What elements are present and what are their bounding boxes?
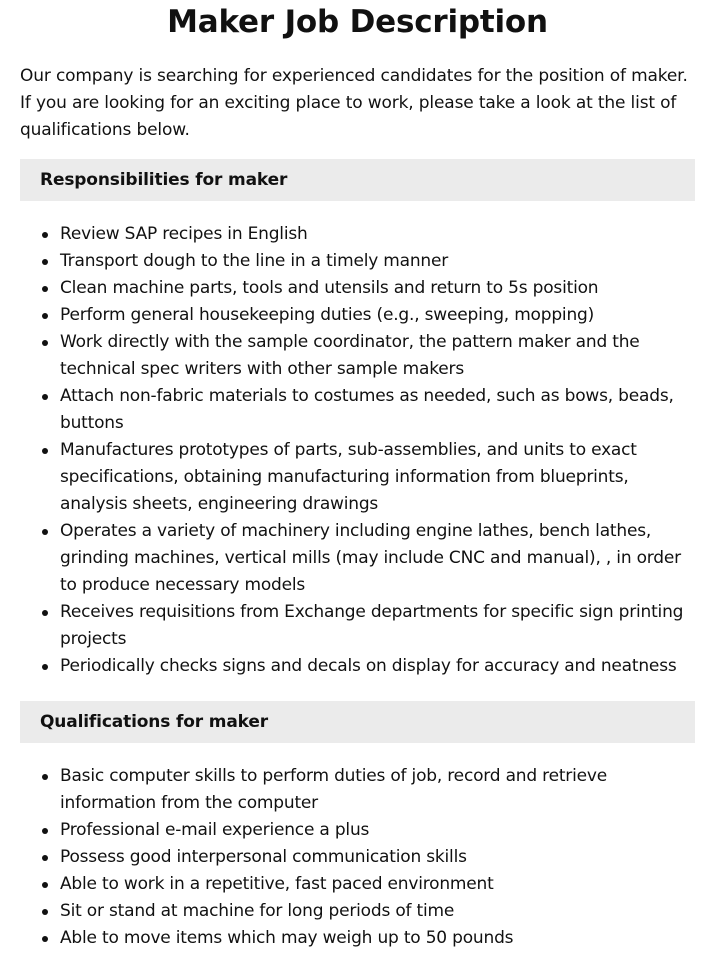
qualifications-list <box>20 763 695 952</box>
list-item: Sit or stand at machine for long periods of time <box>60 898 695 925</box>
list-item: Periodically checks signs and decals on display for accuracy and neatness <box>60 653 695 680</box>
list-item: Able to work in a repetitive, fast paced environment <box>60 871 695 898</box>
page-title: Maker Job Description <box>167 4 548 40</box>
list-item: Operates a variety of machinery including engine lathes, bench lathes, grinding machines, vertical mills (may include CNC and manual), , in order to produce necessary models <box>60 518 695 599</box>
list-item: Professional e-mail experience a plus <box>60 817 695 844</box>
list-item: Perform general housekeeping duties (e.g., sweeping, mopping) <box>60 302 695 329</box>
qualifications-heading: Qualifications for maker <box>20 701 695 743</box>
list-item: Possess good interpersonal communication skills <box>60 844 695 871</box>
intro-paragraph: Our company is searching for experienced candidates for the position of maker. If you are looking for an exciting place to work, please take a look at the list of qualifications below. <box>20 66 688 140</box>
list-item: Receives requisitions from Exchange departments for specific sign printing projects <box>60 599 695 653</box>
responsibilities-list <box>20 221 695 680</box>
list-item: Review SAP recipes in English <box>60 221 695 248</box>
list-item: Transport dough to the line in a timely manner <box>60 248 695 275</box>
responsibilities-heading: Responsibilities for maker <box>20 159 695 201</box>
list-item: Clean machine parts, tools and utensils and return to 5s position <box>60 275 695 302</box>
list-item: Work directly with the sample coordinator, the pattern maker and the technical spec writers with other sample makers <box>60 329 695 383</box>
list-item: Attach non-fabric materials to costumes as needed, such as bows, beads, buttons <box>60 383 695 437</box>
list-item: Able to move items which may weigh up to 50 pounds <box>60 925 695 952</box>
list-item: Manufactures prototypes of parts, sub-assemblies, and units to exact specifications, obtaining manufacturing information from blueprints, analysis sheets, engineering drawings <box>60 437 695 518</box>
list-item: Basic computer skills to perform duties of job, record and retrieve information from the computer <box>60 763 695 817</box>
